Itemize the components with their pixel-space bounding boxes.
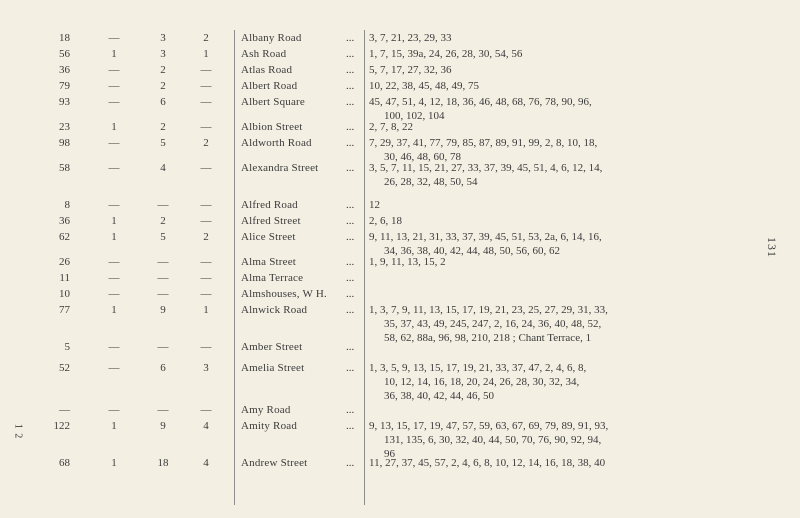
page-number: 131 [765, 237, 779, 258]
col4-cell: — [200, 288, 212, 300]
street-name-cell: Amity Road [241, 420, 298, 432]
count-cell: 10 [59, 288, 70, 300]
leader-dots: ... [346, 121, 355, 133]
house-numbers-line: 10, 22, 38, 45, 48, 49, 75 [369, 80, 479, 92]
count-cell: 26 [59, 256, 70, 268]
house-numbers-line: 131, 135, 6, 30, 32, 40, 44, 50, 70, 76, 90, 92, 94, [384, 434, 602, 446]
col4-cell: 3 [203, 362, 209, 374]
col3-cell: 9 [160, 420, 166, 432]
col3-cell: 2 [160, 80, 166, 92]
leader-dots: ... [346, 231, 355, 243]
house-numbers-line: 5, 7, 17, 27, 32, 36 [369, 64, 452, 76]
col2-cell: — [108, 272, 120, 284]
street-name-cell: Amelia Street [241, 362, 305, 374]
col2-cell: 1 [111, 48, 117, 60]
col2-cell: — [108, 96, 120, 108]
column-rule [234, 30, 235, 505]
col2-cell: — [108, 341, 120, 353]
house-numbers-line: 1, 7, 15, 39a, 24, 26, 28, 30, 54, 56 [369, 48, 523, 60]
house-numbers-line: 9, 13, 15, 17, 19, 47, 57, 59, 63, 67, 69, 79, 89, 91, 93, [369, 420, 609, 432]
col2-cell: 1 [111, 215, 117, 227]
margin-mark: 1 2 [12, 423, 24, 440]
col2-cell: 1 [111, 121, 117, 133]
col4-cell: — [200, 256, 212, 268]
col2-cell: — [108, 256, 120, 268]
leader-dots: ... [346, 457, 355, 469]
street-name-cell: Alfred Street [241, 215, 301, 227]
leader-dots: ... [346, 32, 355, 44]
count-cell: 62 [59, 231, 70, 243]
count-cell: 18 [59, 32, 70, 44]
count-cell: 79 [59, 80, 70, 92]
col4-cell: — [200, 96, 212, 108]
count-cell: 77 [59, 304, 70, 316]
count-cell: 122 [53, 420, 70, 432]
col2-cell: 1 [111, 231, 117, 243]
col3-cell: 6 [160, 362, 166, 374]
house-numbers-line: 2, 7, 8, 22 [369, 121, 413, 133]
col2-cell: 1 [111, 457, 117, 469]
house-numbers-line: 2, 6, 18 [369, 215, 402, 227]
house-numbers-line: 100, 102, 104 [384, 110, 445, 122]
col3-cell: — [157, 272, 169, 284]
col3-cell: 2 [160, 64, 166, 76]
house-numbers-line: 96 [384, 448, 395, 460]
street-name-cell: Albert Road [241, 80, 298, 92]
house-numbers-line: 58, 62, 88a, 96, 98, 210, 218 ; Chant Terrace, 1 [384, 332, 592, 344]
col4-cell: 2 [203, 137, 209, 149]
col3-cell: 9 [160, 304, 166, 316]
house-numbers-line: 30, 46, 48, 60, 78 [384, 151, 461, 163]
leader-dots: ... [346, 199, 355, 211]
col4-cell: 2 [203, 32, 209, 44]
leader-dots: ... [346, 304, 355, 316]
street-name-cell: Andrew Street [241, 457, 308, 469]
leader-dots: ... [346, 215, 355, 227]
col4-cell: — [200, 215, 212, 227]
house-numbers-line: 1, 9, 11, 13, 15, 2 [369, 256, 446, 268]
col3-cell: 5 [160, 231, 166, 243]
leader-dots: ... [346, 341, 355, 353]
count-cell: 52 [59, 362, 70, 374]
col3-cell: — [157, 256, 169, 268]
col4-cell: — [200, 404, 212, 416]
col4-cell: — [200, 80, 212, 92]
count-cell: 23 [59, 121, 70, 133]
count-cell: 11 [59, 272, 70, 284]
col2-cell: 1 [111, 420, 117, 432]
street-name-cell: Albany Road [241, 32, 302, 44]
col3-cell: 6 [160, 96, 166, 108]
street-name-cell: Alma Terrace [241, 272, 304, 284]
col3-cell: 5 [160, 137, 166, 149]
house-numbers-line: 45, 47, 51, 4, 12, 18, 36, 46, 48, 68, 76, 78, 90, 96, [369, 96, 592, 108]
street-name-cell: Albert Square [241, 96, 305, 108]
col3-cell: 3 [160, 48, 166, 60]
leader-dots: ... [346, 80, 355, 92]
col2-cell: — [108, 288, 120, 300]
house-numbers-line: 3, 5, 7, 11, 15, 21, 27, 33, 37, 39, 45, 51, 4, 6, 12, 14, [369, 162, 603, 174]
leader-dots: ... [346, 420, 355, 432]
leader-dots: ... [346, 162, 355, 174]
street-name-cell: Alfred Road [241, 199, 298, 211]
leader-dots: ... [346, 137, 355, 149]
house-numbers-line: 34, 36, 38, 40, 42, 44, 48, 50, 56, 60, 62 [384, 245, 560, 257]
house-numbers-line: 1, 3, 5, 9, 13, 15, 17, 19, 21, 33, 37, 47, 2, 4, 6, 8, [369, 362, 587, 374]
street-name-cell: Amy Road [241, 404, 291, 416]
col3-cell: — [157, 288, 169, 300]
col2-cell: — [108, 80, 120, 92]
house-numbers-line: 3, 7, 21, 23, 29, 33 [369, 32, 452, 44]
col3-cell: 2 [160, 215, 166, 227]
count-cell: 36 [59, 215, 70, 227]
col3-cell: — [157, 199, 169, 211]
count-cell: 56 [59, 48, 70, 60]
col4-cell: 2 [203, 231, 209, 243]
count-cell: 98 [59, 137, 70, 149]
street-name-cell: Albion Street [241, 121, 303, 133]
col2-cell: — [108, 362, 120, 374]
leader-dots: ... [346, 256, 355, 268]
col3-cell: 18 [157, 457, 169, 469]
street-name-cell: Aldworth Road [241, 137, 312, 149]
col3-cell: — [157, 341, 169, 353]
house-numbers-line: 35, 37, 43, 49, 245, 247, 2, 16, 24, 36, 40, 48, 52, [384, 318, 602, 330]
street-name-cell: Almshouses, W H. [241, 288, 327, 300]
house-numbers-line: 1, 3, 7, 9, 11, 13, 15, 17, 19, 21, 23, 25, 27, 29, 31, 33, [369, 304, 608, 316]
col3-cell: 4 [160, 162, 166, 174]
col4-cell: — [200, 162, 212, 174]
street-name-cell: Alnwick Road [241, 304, 308, 316]
leader-dots: ... [346, 48, 355, 60]
col4-cell: — [200, 121, 212, 133]
street-name-cell: Alexandra Street [241, 162, 319, 174]
col2-cell: 1 [111, 304, 117, 316]
house-numbers-line: 26, 28, 32, 48, 50, 54 [384, 176, 478, 188]
col4-cell: 4 [203, 457, 209, 469]
col3-cell: 3 [160, 32, 166, 44]
col2-cell: — [108, 404, 120, 416]
leader-dots: ... [346, 96, 355, 108]
house-numbers-line: 12 [369, 199, 380, 211]
count-cell: 36 [59, 64, 70, 76]
street-name-cell: Alma Street [241, 256, 297, 268]
column-rule [364, 30, 365, 505]
street-name-cell: Atlas Road [241, 64, 293, 76]
leader-dots: ... [346, 288, 355, 300]
street-name-cell: Ash Road [241, 48, 287, 60]
col4-cell: — [200, 341, 212, 353]
col2-cell: — [108, 137, 120, 149]
col4-cell: — [200, 199, 212, 211]
count-cell: 8 [64, 199, 70, 211]
house-numbers-line: 10, 12, 14, 16, 18, 20, 24, 26, 28, 30, 32, 34, [384, 376, 580, 388]
leader-dots: ... [346, 64, 355, 76]
col2-cell: — [108, 64, 120, 76]
house-numbers-line: 36, 38, 40, 42, 44, 46, 50 [384, 390, 494, 402]
col2-cell: — [108, 162, 120, 174]
count-cell: — [59, 404, 70, 416]
col3-cell: — [157, 404, 169, 416]
col2-cell: — [108, 32, 120, 44]
col2-cell: — [108, 199, 120, 211]
street-name-cell: Amber Street [241, 341, 303, 353]
col4-cell: 1 [203, 48, 209, 60]
col4-cell: — [200, 272, 212, 284]
house-numbers-line: 11, 27, 37, 45, 57, 2, 4, 6, 8, 10, 12, 14, 16, 18, 38, 40 [369, 457, 606, 469]
count-cell: 93 [59, 96, 70, 108]
col3-cell: 2 [160, 121, 166, 133]
col4-cell: — [200, 64, 212, 76]
street-name-cell: Alice Street [241, 231, 296, 243]
col4-cell: 1 [203, 304, 209, 316]
house-numbers-line: 9, 11, 13, 21, 31, 33, 37, 39, 45, 51, 53, 2a, 6, 14, 16, [369, 231, 602, 243]
house-numbers-line: 7, 29, 37, 41, 77, 79, 85, 87, 89, 91, 99, 2, 8, 10, 18, [369, 137, 598, 149]
leader-dots: ... [346, 362, 355, 374]
count-cell: 68 [59, 457, 70, 469]
leader-dots: ... [346, 404, 355, 416]
count-cell: 58 [59, 162, 70, 174]
col4-cell: 4 [203, 420, 209, 432]
count-cell: 5 [64, 341, 70, 353]
leader-dots: ... [346, 272, 355, 284]
